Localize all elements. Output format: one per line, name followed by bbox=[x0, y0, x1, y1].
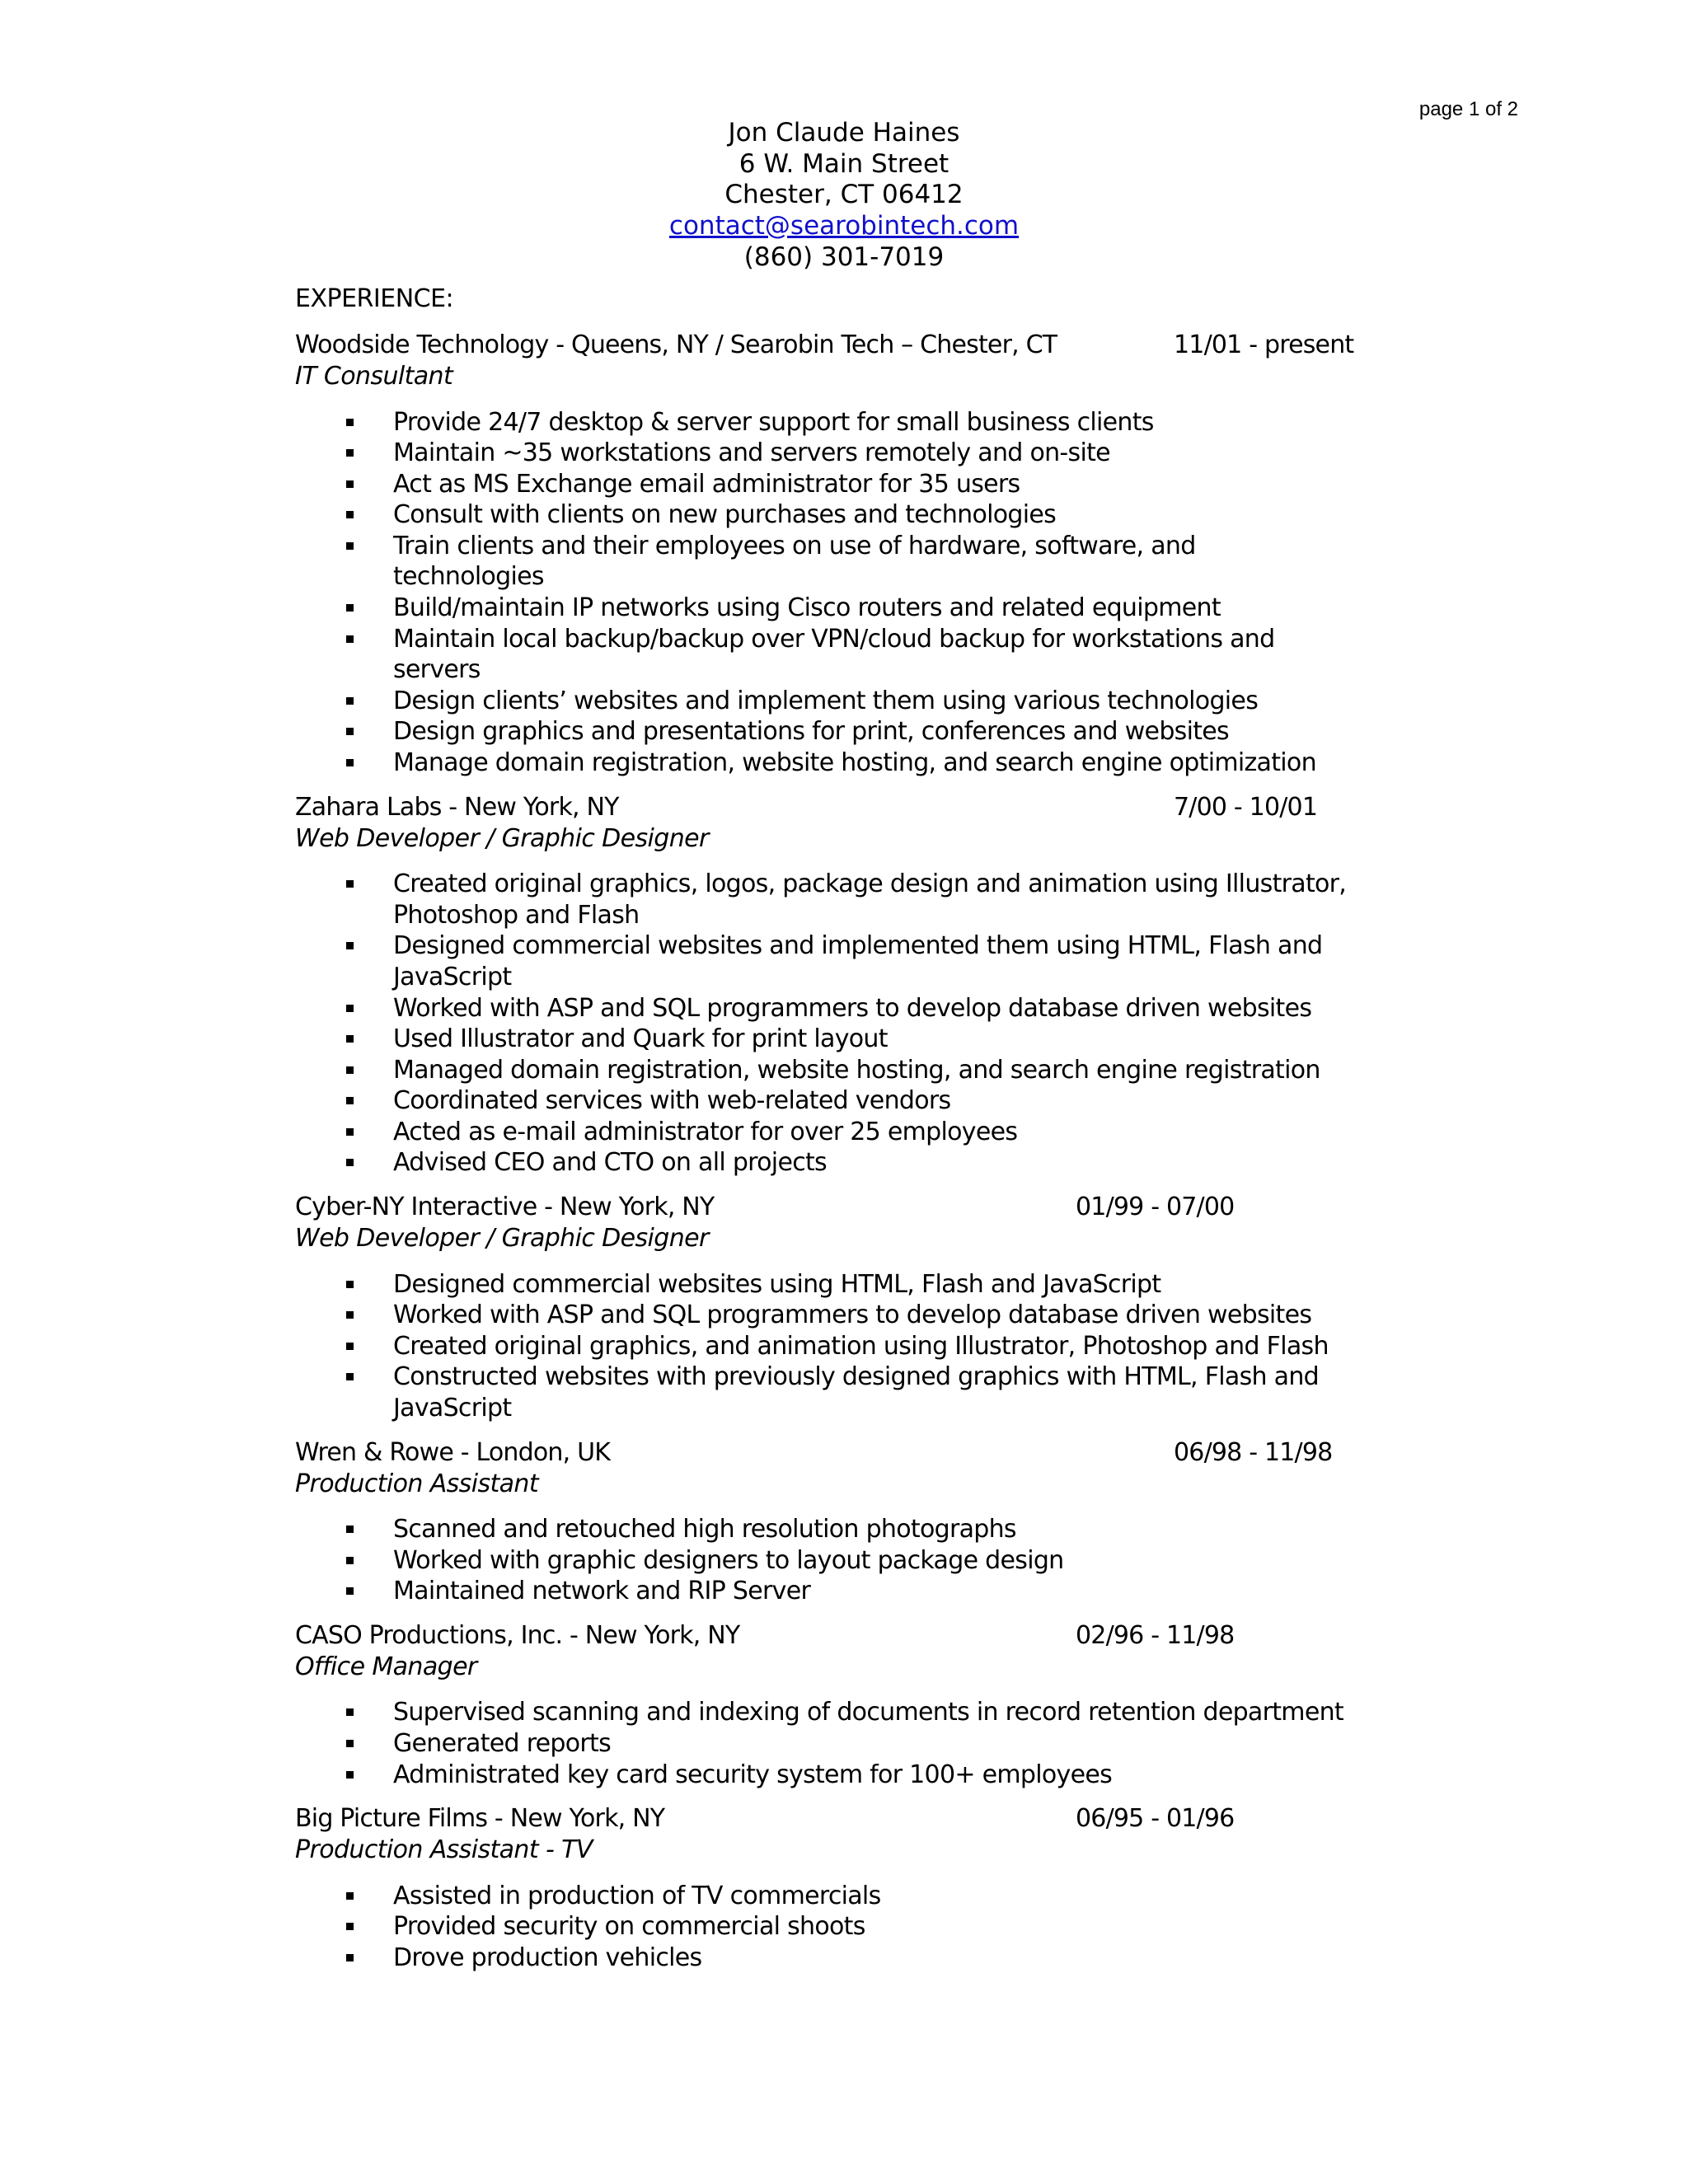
employment-dates: 02/96 - 11/98 bbox=[1076, 1620, 1235, 1650]
list-item-text: Constructed websites with previously designed graphics with HTML, Flash and JavaScript bbox=[393, 1362, 1320, 1422]
company-location: Cyber-NY Interactive - New York, NY bbox=[295, 1193, 715, 1222]
list-item bbox=[295, 499, 1349, 531]
experience-section bbox=[295, 284, 1449, 1986]
responsibility-list bbox=[295, 1697, 1449, 1790]
contact-header bbox=[0, 118, 1688, 274]
list-item bbox=[295, 1576, 1349, 1607]
bullet-square-icon bbox=[346, 604, 354, 612]
responsibility-list bbox=[295, 1514, 1449, 1607]
bullet-square-icon bbox=[346, 511, 354, 518]
page-number: page 1 of 2 bbox=[1418, 98, 1518, 120]
list-item-text: Consult with clients on new purchases and technologies bbox=[393, 500, 1057, 530]
list-item bbox=[295, 1331, 1349, 1362]
list-item-text: Design graphics and presentations for print, conferences and websites bbox=[393, 717, 1229, 747]
list-item bbox=[295, 1545, 1349, 1577]
job-entry bbox=[295, 1437, 1449, 1607]
list-item-text: Design clients’ websites and implement them using various technologies bbox=[393, 686, 1259, 715]
responsibility-list bbox=[295, 1881, 1449, 1974]
bullet-square-icon bbox=[346, 1740, 354, 1747]
job-header bbox=[295, 1620, 1449, 1652]
bullet-square-icon bbox=[346, 1343, 354, 1350]
list-item bbox=[295, 869, 1349, 930]
bullet-square-icon bbox=[346, 1159, 354, 1166]
candidate-name: Jon Claude Haines bbox=[728, 118, 960, 148]
list-item bbox=[295, 1911, 1349, 1943]
list-item bbox=[295, 1943, 1349, 1974]
list-item-text: Provide 24/7 desktop & server support for small business clients bbox=[393, 407, 1154, 437]
list-item-text: Administrated key card security system for 100+ employees bbox=[393, 1760, 1113, 1789]
bullet-square-icon bbox=[346, 697, 354, 705]
list-item-text: Worked with ASP and SQL programmers to develop database driven websites bbox=[393, 1301, 1312, 1330]
list-item-text: Provided security on commercial shoots bbox=[393, 1912, 865, 1942]
list-item-text: Manage domain registration, website hosting, and search engine optimization bbox=[393, 748, 1316, 778]
list-item bbox=[295, 469, 1349, 500]
email-link[interactable]: contact@searobintech.com bbox=[668, 211, 1020, 241]
list-item-text: Designed commercial websites and implemented them using HTML, Flash and JavaScript bbox=[393, 931, 1323, 991]
job-header bbox=[295, 330, 1449, 361]
list-item-text: Managed domain registration, website hosting, and search engine registration bbox=[393, 1055, 1320, 1085]
job-entry bbox=[295, 1803, 1449, 1973]
job-title: Production Assistant - TV bbox=[295, 1835, 593, 1865]
job-title: Web Developer / Graphic Designer bbox=[295, 823, 709, 853]
list-item bbox=[295, 1881, 1349, 1912]
list-item-text: Train clients and their employees on use of hardware, software, and technologies bbox=[393, 531, 1196, 592]
list-item bbox=[295, 716, 1349, 748]
bullet-square-icon bbox=[346, 1526, 354, 1533]
list-item bbox=[295, 1269, 1349, 1301]
bullet-square-icon bbox=[346, 942, 354, 949]
company-location: Wren & Rowe - London, UK bbox=[295, 1437, 611, 1467]
list-item-text: Used Illustrator and Quark for print layout bbox=[393, 1024, 888, 1054]
bullet-square-icon bbox=[346, 1771, 354, 1779]
job-entry bbox=[295, 792, 1449, 1179]
bullet-square-icon bbox=[346, 480, 354, 488]
bullet-square-icon bbox=[346, 1066, 354, 1074]
list-item-text: Worked with ASP and SQL programmers to develop database driven websites bbox=[393, 993, 1312, 1023]
bullet-square-icon bbox=[346, 635, 354, 643]
job-header bbox=[295, 1192, 1449, 1223]
list-item-text: Maintain ~35 workstations and servers remotely and on-site bbox=[393, 438, 1110, 468]
list-item-text: Assisted in production of TV commercials bbox=[393, 1881, 881, 1910]
employment-dates: 11/01 - present bbox=[1174, 330, 1354, 359]
list-item-text: Maintained network and RIP Server bbox=[393, 1577, 811, 1606]
list-item-text: Generated reports bbox=[393, 1728, 612, 1758]
company-location: CASO Productions, Inc. - New York, NY bbox=[295, 1620, 740, 1650]
employment-dates: 06/98 - 11/98 bbox=[1174, 1437, 1333, 1467]
list-item bbox=[295, 1514, 1349, 1545]
job-entry bbox=[295, 330, 1449, 779]
company-location: Big Picture Films - New York, NY bbox=[295, 1804, 665, 1834]
list-item bbox=[295, 1024, 1349, 1055]
bullet-square-icon bbox=[346, 1035, 354, 1043]
list-item bbox=[295, 1361, 1349, 1423]
list-item bbox=[295, 1147, 1349, 1179]
responsibility-list bbox=[295, 407, 1449, 779]
list-item bbox=[295, 1055, 1349, 1086]
list-item-text: Drove production vehicles bbox=[393, 1943, 702, 1972]
list-item bbox=[295, 624, 1349, 686]
list-item-text: Designed commercial websites using HTML, Flash and JavaScript bbox=[393, 1269, 1161, 1299]
list-item bbox=[295, 1085, 1349, 1117]
list-item-text: Acted as e-mail administrator for over 25 employees bbox=[393, 1117, 1018, 1146]
bullet-square-icon bbox=[346, 1311, 354, 1319]
job-header bbox=[295, 1437, 1449, 1469]
bullet-square-icon bbox=[346, 728, 354, 735]
list-item bbox=[295, 593, 1349, 624]
job-title: IT Consultant bbox=[295, 362, 453, 391]
employment-dates: 06/95 - 01/96 bbox=[1076, 1804, 1235, 1834]
street-address: 6 W. Main Street bbox=[738, 148, 950, 179]
list-item-text: Worked with graphic designers to layout package design bbox=[393, 1545, 1064, 1575]
list-item-text: Scanned and retouched high resolution photographs bbox=[393, 1515, 1016, 1544]
list-item bbox=[295, 438, 1349, 469]
bullet-square-icon bbox=[346, 1954, 354, 1961]
bullet-square-icon bbox=[346, 449, 354, 457]
job-entry bbox=[295, 1620, 1449, 1790]
list-item bbox=[295, 1728, 1349, 1760]
job-title: Web Developer / Graphic Designer bbox=[295, 1224, 709, 1254]
bullet-square-icon bbox=[346, 759, 354, 766]
list-item bbox=[295, 686, 1349, 717]
city-state-zip: Chester, CT 06412 bbox=[724, 180, 964, 210]
job-entry bbox=[295, 1192, 1449, 1423]
list-item-text: Created original graphics, and animation using Illustrator, Photoshop and Flash bbox=[393, 1331, 1329, 1361]
employment-dates: 01/99 - 07/00 bbox=[1076, 1193, 1235, 1222]
list-item bbox=[295, 1697, 1349, 1728]
list-item-text: Supervised scanning and indexing of documents in record retention department bbox=[393, 1698, 1343, 1727]
bullet-square-icon bbox=[346, 419, 354, 426]
bullet-square-icon bbox=[346, 1587, 354, 1595]
responsibility-list bbox=[295, 869, 1449, 1179]
bullet-square-icon bbox=[346, 1708, 354, 1716]
list-item-text: Advised CEO and CTO on all projects bbox=[393, 1148, 827, 1178]
bullet-square-icon bbox=[346, 1097, 354, 1104]
list-item bbox=[295, 1117, 1349, 1148]
bullet-square-icon bbox=[346, 880, 354, 888]
bullet-square-icon bbox=[346, 1128, 354, 1136]
list-item bbox=[295, 531, 1349, 593]
bullet-square-icon bbox=[346, 1373, 354, 1380]
list-item-text: Maintain local backup/backup over VPN/cloud backup for workstations and servers bbox=[393, 624, 1275, 685]
bullet-square-icon bbox=[346, 1281, 354, 1288]
phone-number: (860) 301-7019 bbox=[743, 241, 945, 272]
list-item bbox=[295, 1300, 1349, 1331]
job-header bbox=[295, 792, 1449, 823]
list-item bbox=[295, 1760, 1349, 1791]
bullet-square-icon bbox=[346, 1923, 354, 1930]
list-item-text: Coordinated services with web-related vendors bbox=[393, 1086, 951, 1116]
list-item-text: Act as MS Exchange email administrator for 35 users bbox=[393, 469, 1020, 499]
bullet-square-icon bbox=[346, 1892, 354, 1900]
bullet-square-icon bbox=[346, 1005, 354, 1012]
list-item bbox=[295, 748, 1349, 779]
section-title: EXPERIENCE: bbox=[295, 284, 454, 313]
job-title: Production Assistant bbox=[295, 1469, 539, 1498]
job-header bbox=[295, 1803, 1449, 1835]
list-item-text: Created original graphics, logos, package design and animation using Illustrator, Photoshop and Flash bbox=[393, 869, 1347, 930]
list-item bbox=[295, 930, 1349, 992]
job-title: Office Manager bbox=[295, 1652, 477, 1681]
company-location: Zahara Labs - New York, NY bbox=[295, 792, 619, 822]
company-location: Woodside Technology - Queens, NY / Searobin Tech – Chester, CT bbox=[295, 330, 1057, 359]
list-item bbox=[295, 407, 1349, 438]
employment-dates: 7/00 - 10/01 bbox=[1174, 792, 1318, 822]
responsibility-list bbox=[295, 1269, 1449, 1424]
list-item bbox=[295, 993, 1349, 1024]
bullet-square-icon bbox=[346, 1557, 354, 1564]
bullet-square-icon bbox=[346, 542, 354, 550]
list-item-text: Build/maintain IP networks using Cisco routers and related equipment bbox=[393, 593, 1221, 623]
